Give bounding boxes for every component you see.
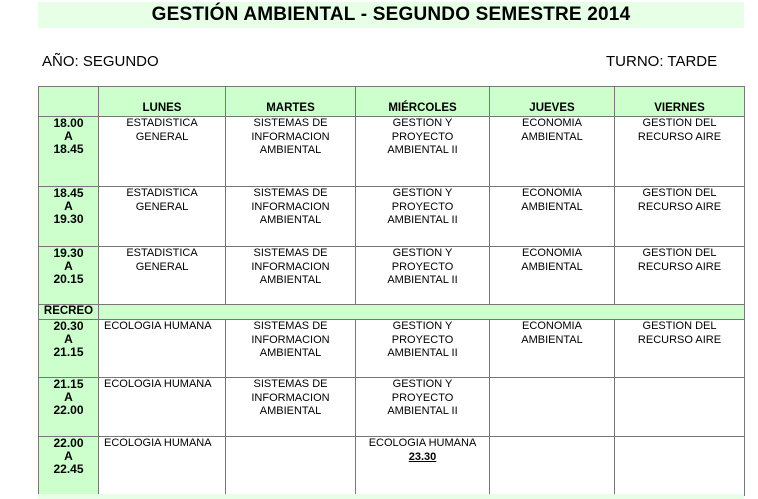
course-name-line: SISTEMAS DE: [253, 320, 328, 332]
shift-label: TURNO: TARDE: [606, 53, 718, 70]
class-cell-tuesday: [226, 437, 356, 496]
schedule-row: [39, 378, 745, 437]
course-name-line: PROYECTO: [391, 333, 454, 346]
footer-bar: [38, 494, 744, 499]
course-name-line: PROYECTO: [391, 391, 454, 404]
course-name-line: GESTION Y: [392, 378, 453, 390]
course-name-line: AMBIENTAL: [259, 405, 322, 417]
course-name-line: GENERAL: [135, 130, 189, 143]
course-name-line: GESTION Y: [392, 187, 453, 199]
class-cell-thursday: [490, 437, 615, 496]
class-cell-thursday: [490, 320, 615, 378]
course-name-line: INFORMACION: [251, 130, 330, 143]
class-cell-monday: [99, 117, 226, 187]
schedule-row: [39, 247, 745, 305]
class-cell-tuesday: [226, 117, 356, 187]
schedule-row: [39, 187, 745, 247]
class-cell-tuesday: [226, 320, 356, 378]
course-name-line: AMBIENTAL II: [387, 144, 458, 156]
time-slot-text: A: [64, 259, 73, 273]
course-name-line: ECOLOGIA HUMANA: [104, 320, 212, 332]
recess-label: RECREO: [39, 305, 99, 320]
course-name-line: AMBIENTAL: [259, 347, 322, 359]
course-name-line: GESTION Y: [392, 320, 453, 332]
time-slot-text: 19.30: [53, 246, 84, 260]
class-cell-wednesday: [356, 320, 490, 378]
end-time-note: 23.30: [408, 450, 437, 463]
course-name-line: RECURSO AIRE: [637, 260, 722, 273]
course-name-line: ECONOMIA: [522, 320, 582, 332]
course-name-line: ECOLOGIA HUMANA: [104, 378, 212, 390]
course-name-line: GENERAL: [135, 200, 189, 213]
course-name-line: AMBIENTAL: [259, 274, 322, 286]
time-slot: [39, 117, 99, 187]
class-cell-friday: [615, 187, 745, 247]
course-name-line: ESTADISTICA: [126, 117, 198, 129]
class-cell-thursday: [490, 378, 615, 437]
class-cell-wednesday: [356, 437, 490, 496]
class-cell-wednesday: [356, 247, 490, 305]
course-name-line: RECURSO AIRE: [637, 130, 722, 143]
class-cell-monday: [99, 437, 226, 496]
class-cell-wednesday: [356, 378, 490, 437]
course-name-line: AMBIENTAL: [259, 214, 322, 226]
recess-band: [99, 305, 745, 320]
time-slot-text: 20.15: [53, 272, 84, 286]
class-cell-friday: [615, 378, 745, 437]
time-slot-text: 18.00: [53, 116, 84, 130]
time-slot: [39, 437, 99, 496]
class-cell-monday: [99, 187, 226, 247]
course-name-line: ECONOMIA: [522, 187, 582, 199]
class-cell-thursday: [490, 247, 615, 305]
schedule-table: [38, 86, 745, 496]
class-cell-wednesday: [356, 187, 490, 247]
class-cell-friday: [615, 320, 745, 378]
class-cell-friday: [615, 247, 745, 305]
course-name-line: INFORMACION: [251, 200, 330, 213]
time-slot-text: 22.00: [53, 436, 84, 450]
page-title: GESTIÓN AMBIENTAL - SEGUNDO SEMESTRE 2014: [38, 2, 744, 28]
recess-row: [39, 305, 745, 320]
course-name-line: SISTEMAS DE: [253, 187, 328, 199]
time-slot-text: A: [64, 129, 73, 143]
time-slot-text: A: [64, 390, 73, 404]
time-slot-text: 20.30: [53, 319, 84, 333]
schedule-row: [39, 320, 745, 378]
course-name-line: AMBIENTAL II: [387, 214, 458, 226]
corner-cell: [39, 87, 99, 117]
time-slot: [39, 247, 99, 305]
year-label: AÑO: SEGUNDO: [42, 53, 159, 70]
course-name-line: AMBIENTAL: [259, 144, 322, 156]
course-name-line: PROYECTO: [391, 200, 454, 213]
schedule-row: [39, 117, 745, 187]
course-name-line: AMBIENTAL II: [387, 274, 458, 286]
course-name-line: GENERAL: [135, 260, 189, 273]
class-cell-wednesday: [356, 117, 490, 187]
time-slot-text: 21.15: [53, 377, 84, 391]
course-name-line: ECONOMIA: [522, 247, 582, 259]
time-slot-text: 21.15: [53, 345, 84, 359]
class-cell-friday: [615, 117, 745, 187]
day-header-monday: LUNES: [99, 87, 226, 117]
class-cell-tuesday: [226, 247, 356, 305]
class-cell-thursday: [490, 187, 615, 247]
course-name-line: AMBIENTAL: [521, 260, 583, 273]
time-slot: [39, 187, 99, 247]
course-name-line: GESTION DEL: [642, 320, 717, 332]
time-slot-text: A: [64, 449, 73, 463]
time-slot-text: 22.00: [53, 403, 84, 417]
course-name-line: AMBIENTAL: [521, 200, 583, 213]
course-name-line: AMBIENTAL: [521, 333, 583, 346]
time-slot: [39, 378, 99, 437]
course-name-line: SISTEMAS DE: [253, 247, 328, 259]
course-name-line: RECURSO AIRE: [637, 200, 722, 213]
class-cell-tuesday: [226, 187, 356, 247]
time-slot-text: 18.45: [53, 142, 84, 156]
schedule-row: [39, 437, 745, 496]
course-name-line: AMBIENTAL: [521, 130, 583, 143]
course-name-line: GESTION DEL: [642, 187, 717, 199]
course-name-line: GESTION DEL: [642, 117, 717, 129]
course-name-line: INFORMACION: [251, 260, 330, 273]
course-name-line: INFORMACION: [251, 391, 330, 404]
course-name-line: RECURSO AIRE: [637, 333, 722, 346]
time-slot-text: A: [64, 332, 73, 346]
class-cell-friday: [615, 437, 745, 496]
course-name-line: SISTEMAS DE: [253, 117, 328, 129]
class-cell-thursday: [490, 117, 615, 187]
course-name-line: ESTADISTICA: [126, 187, 198, 199]
class-cell-monday: [99, 320, 226, 378]
time-slot-text: 19.30: [53, 212, 84, 226]
day-header-wednesday: MIÉRCOLES: [356, 87, 490, 117]
course-name-line: PROYECTO: [391, 130, 454, 143]
course-name-line: GESTION Y: [392, 117, 453, 129]
class-cell-monday: [99, 378, 226, 437]
time-slot-text: 18.45: [53, 186, 84, 200]
course-name-line: GESTION Y: [392, 247, 453, 259]
course-name-line: SISTEMAS DE: [253, 378, 328, 390]
time-slot: [39, 320, 99, 378]
course-name-line: AMBIENTAL II: [387, 347, 458, 359]
course-name-line: ECONOMIA: [522, 117, 582, 129]
day-header-friday: VIERNES: [615, 87, 745, 117]
course-name-line: AMBIENTAL II: [387, 405, 458, 417]
course-name-line: GESTION DEL: [642, 247, 717, 259]
class-cell-tuesday: [226, 378, 356, 437]
day-header-thursday: JUEVES: [490, 87, 615, 117]
course-name-line: INFORMACION: [251, 333, 330, 346]
course-name-line: ECOLOGIA HUMANA: [368, 437, 477, 449]
day-header-tuesday: MARTES: [226, 87, 356, 117]
course-name-line: ECOLOGIA HUMANA: [104, 437, 212, 449]
course-name-line: ESTADISTICA: [126, 247, 198, 259]
time-slot-text: 22.45: [53, 462, 84, 476]
time-slot-text: A: [64, 199, 73, 213]
class-cell-monday: [99, 247, 226, 305]
course-name-line: PROYECTO: [391, 260, 454, 273]
